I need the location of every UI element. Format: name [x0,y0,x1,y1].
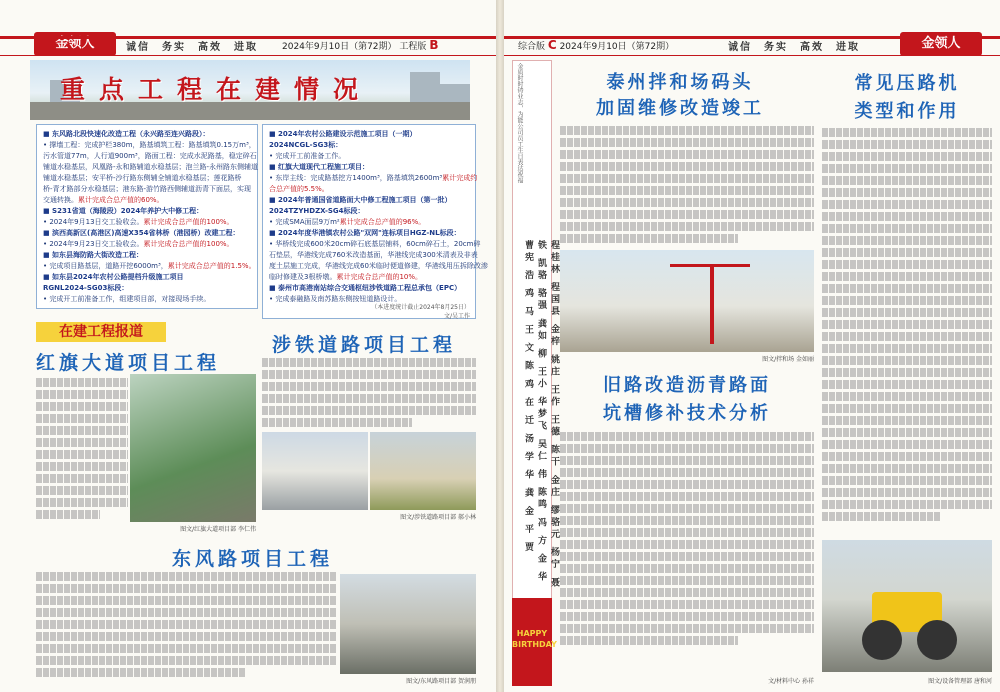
masthead-logo-right: 金领人 [900,32,982,56]
edition-letter: B [429,38,439,52]
masthead-motto-right: 诚信 务实 高效 进取 [728,42,860,53]
progress-line: • 完成SMA面层9万m²累计完成合总产值的96%。 [269,218,426,226]
roller-caption: 图文/设备管理部 唐和河 [928,678,992,685]
progress-line: 污水管道77m，人行道900m³，路面工程：完成水泥路基，稳定碎石 [43,152,257,160]
section-banner: 在建工程报道 [36,322,166,342]
progress-line: 2024NCGL-SG3标： [269,141,343,149]
issue-date: 2024年9月10日（第72期） [282,42,397,52]
birthday-names: 程桂林 程国县 金梓 姚庄 王作 王德 陈干 金庄 缪骆元 杨宁 聂铁 凯骆 骆强 龚如 柳 王小 华梦飞 吴仁 伟 陈鸣 冯 方 金 华 曹宪 浩 鸡 马 王 文 陈 鸡 在 迁 汤 学 华 龚 金 平 贾 [523,240,559,590]
page-gutter [496,0,504,692]
shetie-caption: 图文/涉铁道路项目部 郝小林 [400,514,476,521]
article-title-wharf: 泰州拌和场码头 加固维修改造竣工 [596,72,764,119]
shetie-photo-1 [262,432,368,510]
progress-line: • 完成开工前准备工作，组建项目部，对接现场手续。 [43,295,211,303]
progress-line: 交通转换。累计完成合总产值的60%。 [43,196,164,204]
progress-line: 度土层施工完成，华港线完成60米临时便道修建，华港线用压拆除改渗 [269,262,488,270]
progress-line: ■ 滨西高新区(高港区)高速X354省林桥（港园桥）改建工程： [43,229,240,237]
box-note: （本进度统计截止2024年8月25日） 文/吴工作 [371,304,470,320]
progress-line: ■ 如东县2024年农村公路提档升级施工项目 [43,273,184,281]
progress-line: 铺道水稳基层；安平桥-沙行路东侧辅全铺道水稳基层；莲花路桥 [43,174,242,182]
dongfeng-article-text [36,572,336,682]
progress-line: • 东岸主线：完成路基挖方1400m³，路基填筑2600m³累计完成约 [269,174,478,182]
progress-line: ■ 红旗大道现代工程施工项目： [269,163,370,171]
hongqi-caption: 图文/红旗大道项目部 李仁伟 [180,526,256,533]
roller-article-text [822,128,992,528]
progress-line: ■ 2024年普通国省道路面大中修工程施工项目（第一批） [269,196,452,204]
section-title-shetie: 涉铁道路项目工程 [272,334,457,356]
shetie-article-text [262,358,476,430]
progress-box-right [262,124,488,319]
progress-line: • 完成项目路基层，道路开挖6000m³，累计完成合总产值的1.5%。 [43,262,256,270]
article-title-roller: 常见压路机 类型和作用 [854,73,960,122]
hero-title: 重点工程在建情况 [60,75,373,104]
issue-date-right: 2024年9月10日（第72期） [559,42,675,52]
progress-line: ■ 泰州市高港南站综合交通枢纽涉铁道路工程总承包（EPC） [269,284,462,292]
progress-line: • 华桥线完成600米20cm碎石底基层铺料，60cm碎石土，20cm碎 [269,240,481,248]
article-title-asphalt: 旧路改造沥青路面 坑槽修补技术分析 [603,375,771,424]
progress-box-left [36,124,258,309]
page-general-edition [504,0,1000,692]
progress-line: ■ S231省道（海陵段）2024年养护大中修工程： [43,207,204,215]
hongqi-article-text [36,378,128,526]
page-engineering-edition [0,0,496,692]
edition-label-right: 综合版 [518,42,546,52]
dongfeng-photo [340,574,476,674]
wharf-caption: 图文/拌和场 金如丽 [762,356,814,363]
sidebar-header: 金质时时铸业志，为能公司员工生日表达祝福 [516,63,523,183]
hongqi-photo [130,374,256,522]
progress-line: • 完成泰融路及南苏路东侧按钮道路设计。 [269,295,402,303]
dongfeng-caption: 图文/东风路项目部 贺润朋 [406,678,476,685]
masthead-motto: 诚信 务实 高效 进取 [126,42,258,53]
progress-line: ■ 如东县海防路大街改造工程： [43,251,144,259]
progress-line: ■ 2024年农村公路建设示范施工项目（一期） [269,130,417,138]
progress-line: 2024TZYHDZX-SG4标段： [269,207,365,215]
section-title-dongfeng: 东风路项目工程 [172,548,334,570]
progress-line: ■ 2024年度华港镇农村公路"双网"连标项目HGZ-NL标段： [269,229,461,237]
progress-line: 临时修建及3根桥墩。累计完成合总产值的10%。 [269,273,423,281]
progress-line: • 2024年9月23日交工验收会。累计完成合总产值的100%。 [43,240,234,248]
section-title-hongqi: 红旗大道项目工程 [36,352,221,374]
wharf-article-text [560,126,814,246]
progress-line: 桥-青才路部分水稳基层；港东路-游竹路西侧辅道沥青下面层，实现 [43,185,252,193]
masthead-logo: 金领人 [34,32,116,56]
progress-line: 石垫层，华港线完成760米改造基面，华港线完成300米清表及非表 [269,251,478,259]
progress-line: RGNL2024-SG03标段： [43,284,129,292]
progress-line: • 2024年9月13日交工验收会。累计完成合总产值的100%。 [43,218,234,226]
progress-line: 合总产值的5.5%。 [269,185,329,193]
birthday-badge: HAPPY BIRTHDAY [512,598,552,686]
progress-line: ■ 东风路北段快速化改造工程（永兴路至连兴路段）： [43,130,210,138]
edition-letter-right: C [547,38,557,52]
shetie-photo-2 [370,432,476,510]
issue-info [282,38,438,52]
asphalt-article-text [560,432,814,672]
asphalt-caption: 文/材料中心 孙祥 [768,678,814,685]
wharf-photo [560,250,814,352]
edition-label: 工程版 [399,42,427,52]
progress-line: • 撑墙工程：完成护栏380m，路基填筑工程：路基填筑0.15万m³， [43,141,256,149]
roller-photo [822,540,992,672]
progress-line: • 完成开工前准备工作。 [269,152,346,160]
issue-info-right [518,38,674,52]
progress-line: 铺道水稳基层，风凰路-永和路辅道水稳基层；泡兰路-永州路东侧辅道 [43,163,259,171]
